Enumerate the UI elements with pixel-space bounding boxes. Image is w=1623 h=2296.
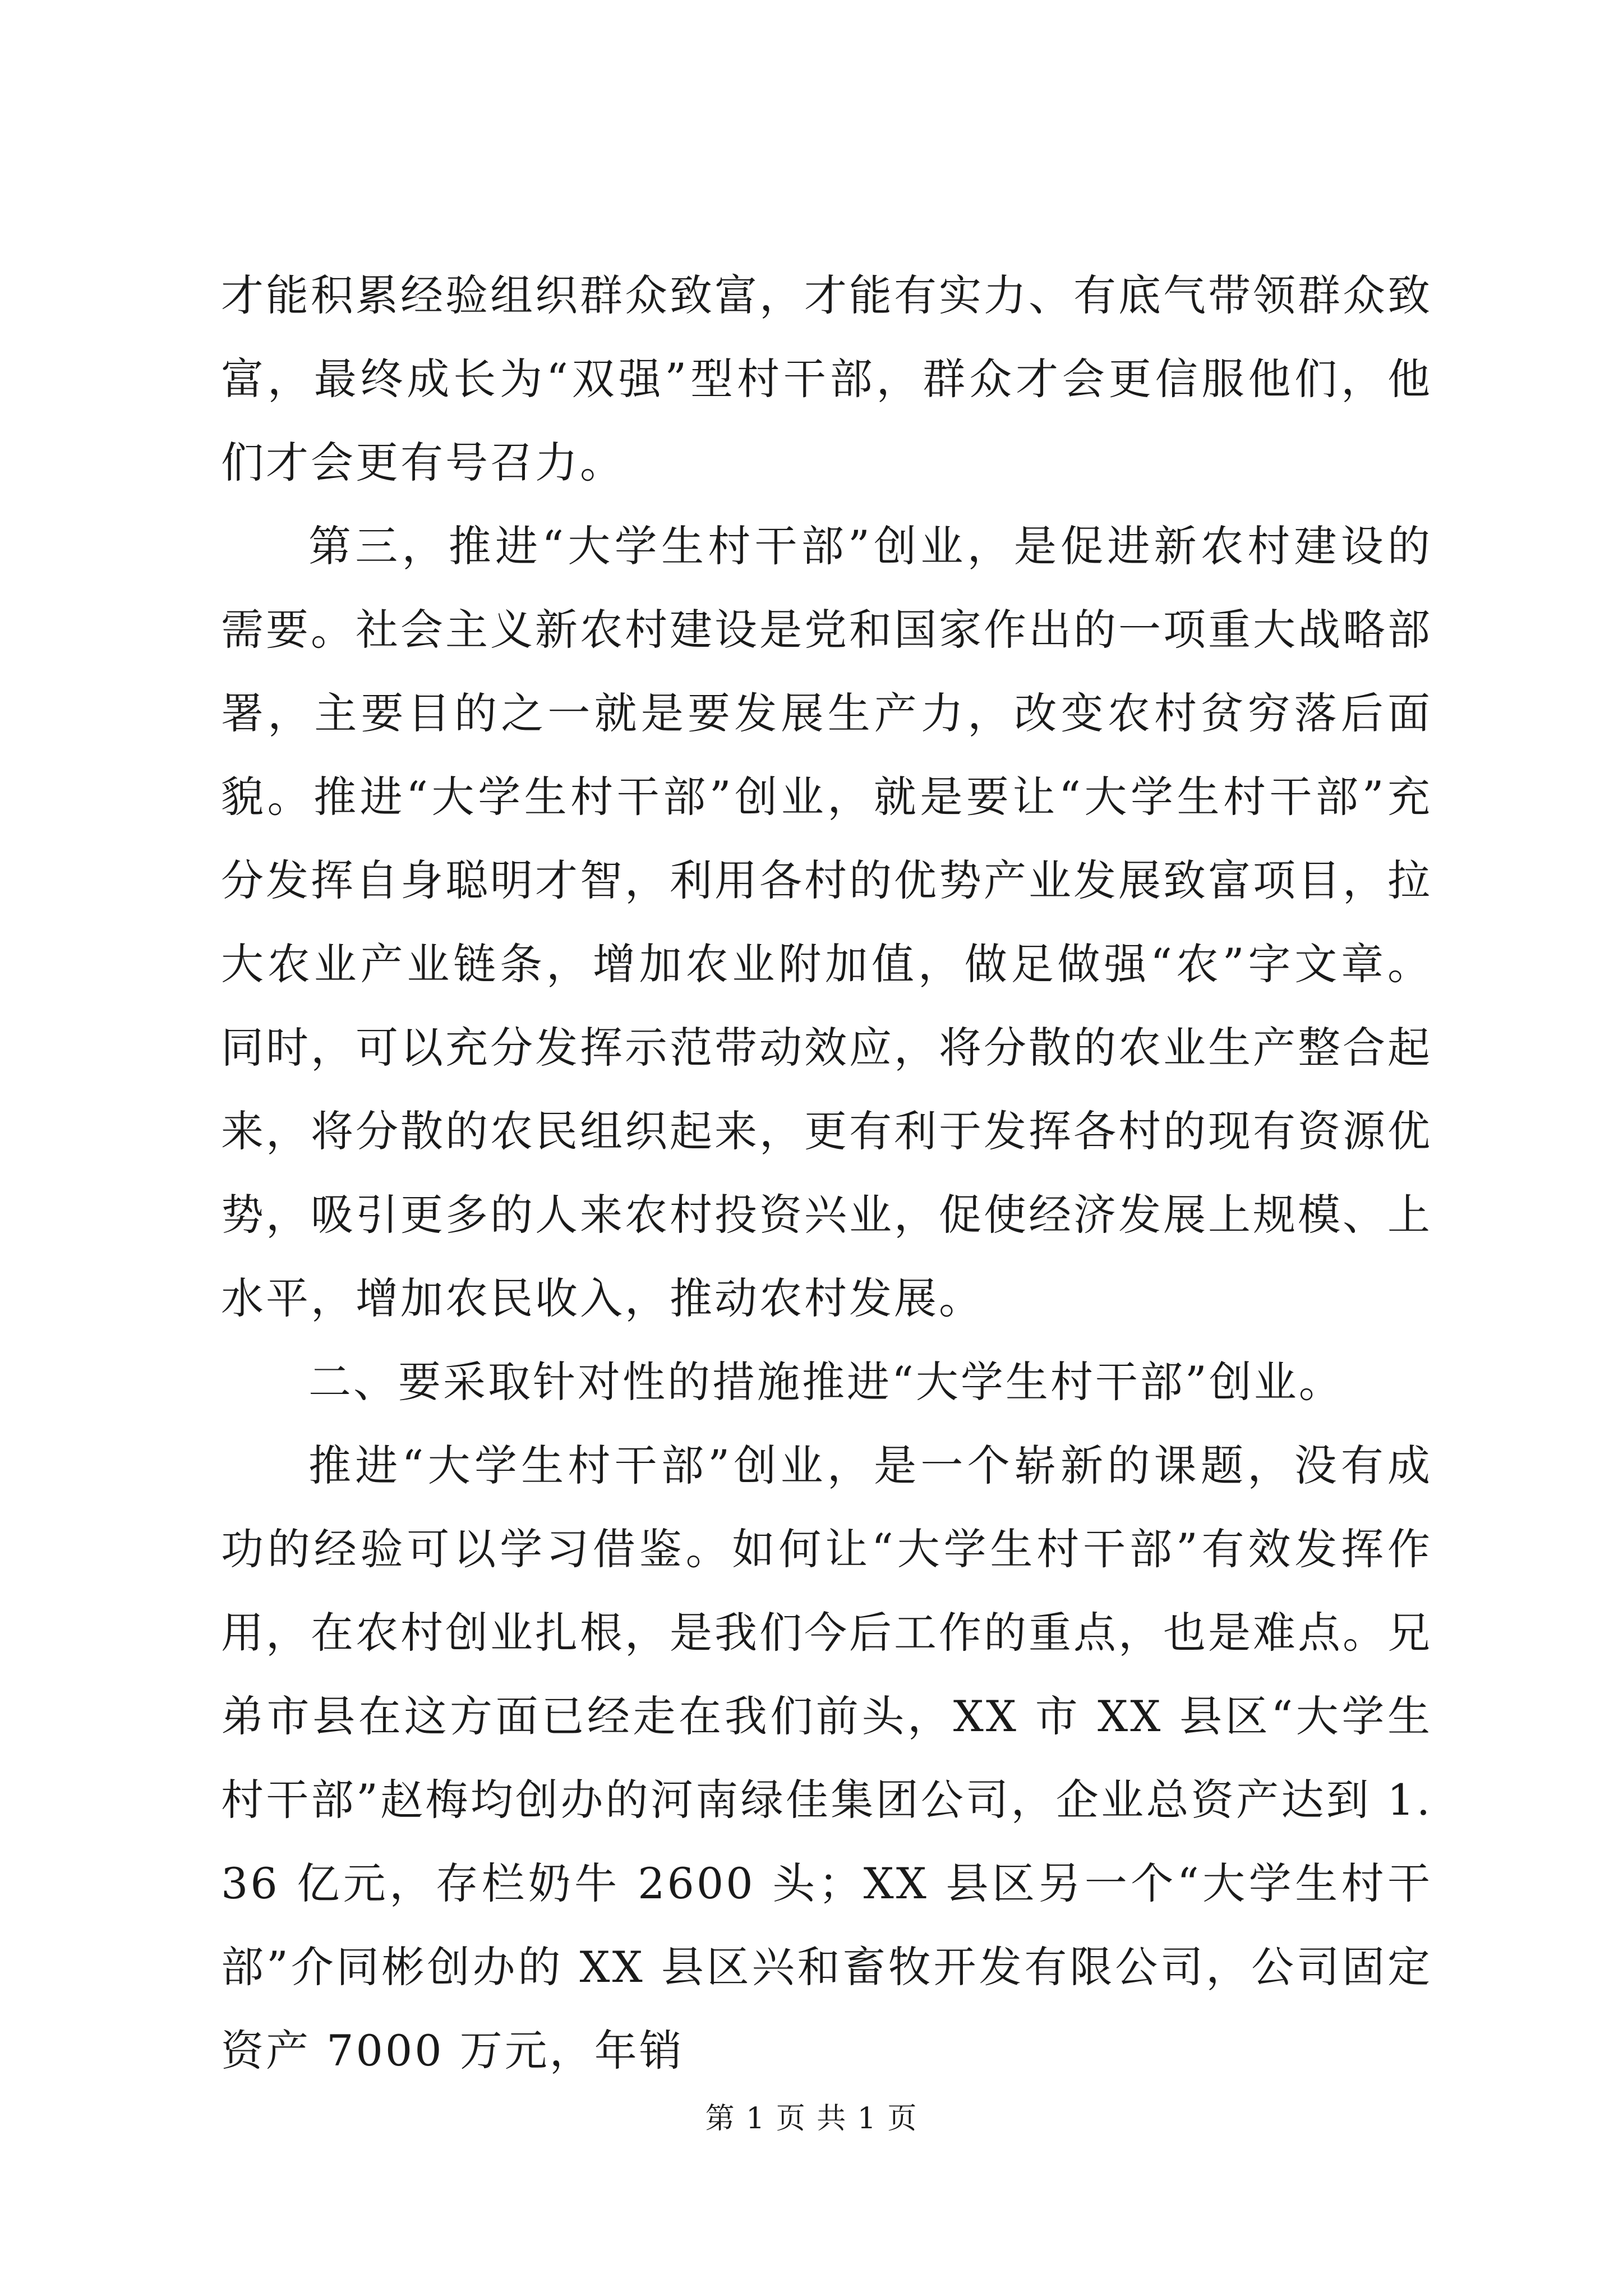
page-footer: 第 1 页 共 1 页 (705, 2102, 918, 2136)
paragraph-2: 第三，推进“大学生村干部”创业，是促进新农村建设的需要。社会主义新农村建设是党和国家作出的一项重大战略部署，主要目的之一就是要发展生产力，改变农村贫穷落后面貌。推进“大学生村干部”创业，就是要让“大学生村干部”充分发挥自身聪明才智，利用各村的优势产业发展致富项目，拉大农业产业链条，增加农业附加值，做足做强“农”字文章。同时，可以充分发挥示范带动效应，将分散的农业生产整合起来，将分散的农民组织起来，更有利于发挥各村的现有资源优势，吸引更多的人来农村投资兴业，促使经济发展上规模、上水平，增加农民收入，推动农村发展。 (221, 521, 1432, 1323)
paragraph-1: 才能积累经验组织群众致富，才能有实力、有底气带领群众致富，最终成长为“双强”型村干部，群众才会更信服他们，他们才会更有号召力。 (221, 270, 1432, 487)
document-body (221, 254, 1432, 2092)
paragraph-4: 推进“大学生村干部”创业，是一个崭新的课题，没有成功的经验可以学习借鉴。如何让“大学生村干部”有效发挥作用，在农村创业扎根，是我们今后工作的重点，也是难点。兄弟市县在这方面已经走在我们前头，XX 市 XX 县区“大学生村干部”赵梅均创办的河南绿佳集团公司，企业总资产达到 1.36 亿元，存栏奶牛 2600 头；XX 县区另一个“大学生村干部”介同彬创办的 XX 县区兴和畜牧开发有限公司，公司固定资产 7000 万元，年销 (221, 1441, 1432, 2076)
section-heading: 二、要采取针对性的措施推进“大学生村干部”创业。 (308, 1357, 1344, 1407)
